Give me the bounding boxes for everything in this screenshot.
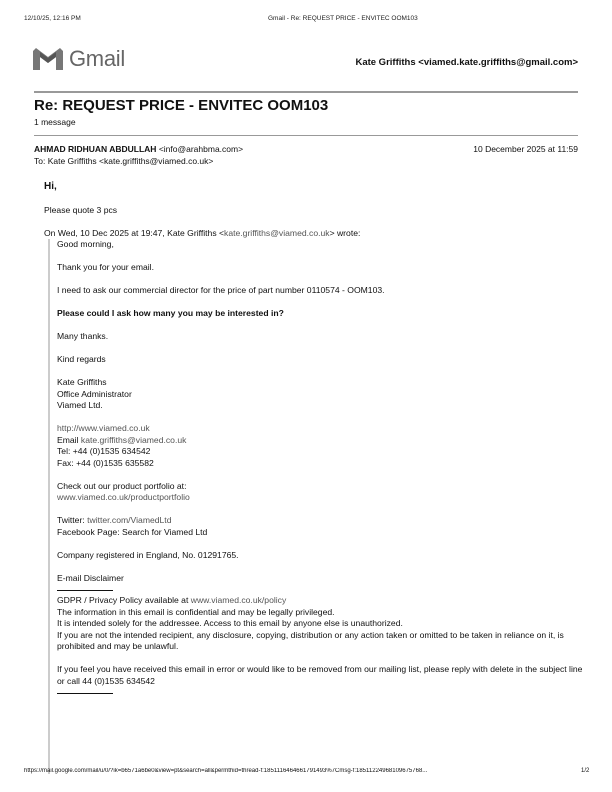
quoted-line: Many thanks.	[57, 331, 109, 341]
page-number: 1/2	[581, 768, 590, 774]
print-datetime: 12/10/25, 12:16 PM	[24, 15, 81, 22]
quote-intro-text: > wrote:	[329, 227, 361, 238]
disclaimer-line: If you are not the intended recipient, any disclosure, copying, distribution or any action taken or omitted to be taken in reliance on it, is prohibited and may be unlawful.	[57, 629, 564, 651]
disclaimer-line: The information in this email is confidential and may be legally privileged.	[57, 606, 335, 617]
email-link[interactable]: kate.griffiths@viamed.co.uk	[80, 434, 187, 445]
sender-name: AHMAD RIDHUAN ABDULLAH	[34, 144, 157, 154]
portfolio-link[interactable]: www.viamed.co.uk/productportfolio	[57, 492, 190, 502]
sender-email: <info@arahbma.com>	[158, 144, 244, 154]
divider	[34, 135, 578, 136]
message-count: 1 message	[34, 117, 76, 127]
twitter-link[interactable]: twitter.com/ViamedLtd	[87, 515, 172, 525]
signature	[57, 377, 584, 412]
company-reg: Company registered in England, No. 01291765.	[57, 549, 239, 560]
disclaimer	[57, 595, 584, 653]
fax: Fax: +44 (0)1535 635582	[57, 457, 154, 468]
sender	[34, 144, 243, 154]
tel: Tel: +44 (0)1535 634542	[57, 446, 151, 456]
disclaimer-line: If you feel you have received this email in error or would like to be removed from our mailing list, please reply with delete in the subject line or call 44 (0)1535 634542	[57, 664, 583, 686]
contact-block	[57, 423, 584, 469]
print-url: https://mail.google.com/mail/u/0/?ik=b6571a6be0&view=pt&search=all&permthid=thread-f:1851116464661791493%7Cmsg-f:18511224968109675768...	[24, 768, 428, 774]
separator	[57, 590, 113, 591]
quoted-line: Thank you for your email.	[57, 262, 154, 272]
quoted-message	[48, 239, 584, 774]
gmail-wordmark: Gmail	[69, 46, 125, 71]
quote-intro	[44, 228, 584, 240]
greeting: Hi,	[44, 181, 57, 192]
print-title: Gmail - Re: REQUEST PRICE - ENVITEC OOM103	[268, 15, 418, 22]
disclaimer-line: It is intended solely for the addressee. Access to this email by anyone else is unauthorized.	[57, 618, 403, 628]
recipient: To: Kate Griffiths <kate.griffiths@viamed.co.uk>	[34, 156, 214, 166]
divider	[34, 91, 578, 93]
sig-company: Viamed Ltd.	[57, 400, 103, 410]
account-name: Kate Griffiths <viamed.kate.griffiths@gmail.com>	[355, 57, 578, 68]
separator	[57, 693, 113, 694]
gmail-logo[interactable]	[33, 46, 125, 72]
quote-intro-text: On Wed, 10 Dec 2025 at 19:47, Kate Griffiths <	[44, 227, 225, 238]
disclaimer-title: E-mail Disclaimer	[57, 572, 124, 583]
quote-email-link[interactable]: kate.griffiths@viamed.co.uk	[224, 227, 330, 238]
sig-title: Office Administrator	[57, 388, 132, 399]
sig-name: Kate Griffiths	[57, 377, 107, 387]
gdpr-label: GDPR / Privacy Policy available at	[57, 595, 191, 605]
message-body	[44, 181, 584, 774]
social-block	[57, 515, 584, 538]
twitter-label: Twitter:	[57, 515, 88, 525]
gmail-m-icon	[33, 48, 63, 70]
website-link[interactable]: http://www.viamed.co.uk	[57, 423, 150, 433]
quoted-line: I need to ask our commercial director for the price of part number 0110574 - OOM103.	[57, 285, 385, 295]
gdpr-link[interactable]: www.viamed.co.uk/policy	[190, 595, 287, 605]
thread-subject: Re: REQUEST PRICE - ENVITEC OOM103	[34, 97, 329, 114]
facebook-text: Facebook Page: Search for Viamed Ltd	[57, 526, 208, 537]
body-line: Please quote 3 pcs	[44, 204, 118, 215]
portfolio-label: Check out our product portfolio at:	[57, 480, 187, 491]
message-date: 10 December 2025 at 11:59	[473, 144, 578, 154]
quoted-line: Kind regards	[57, 354, 106, 364]
email-label: Email	[57, 434, 81, 445]
quoted-question: Please could I ask how many you may be interested in?	[57, 308, 284, 318]
quoted-line: Good morning,	[57, 239, 114, 249]
portfolio-block	[57, 481, 584, 504]
